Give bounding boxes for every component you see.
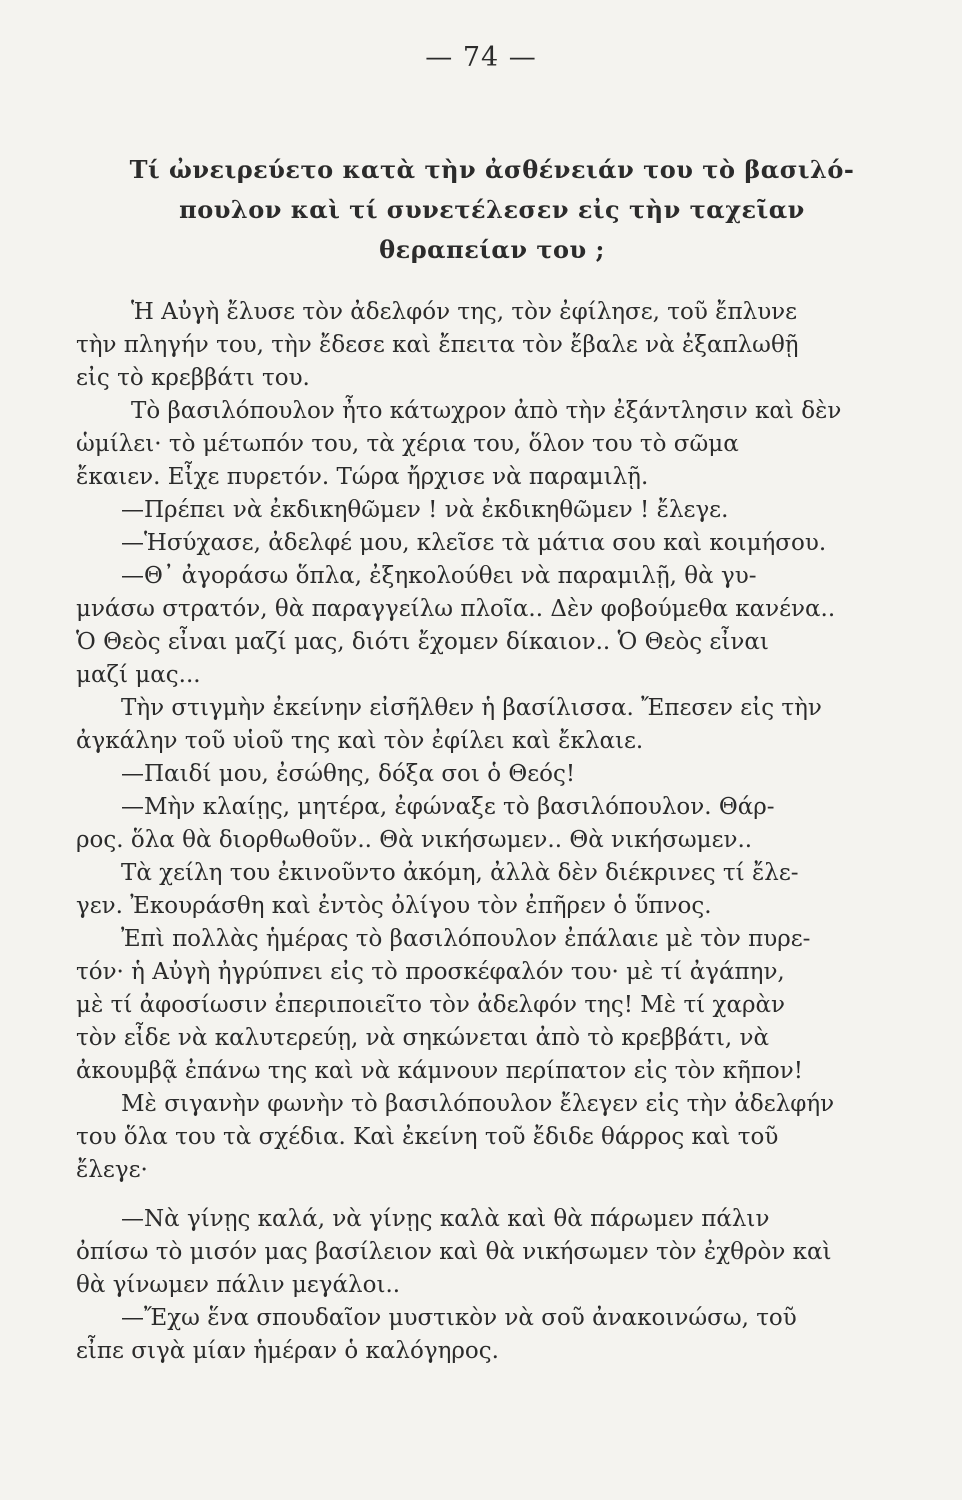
text-line: —Θ᾽ ἀγοράσω ὅπλα, ἐξηκολούθει νὰ παραμιλῇ, θὰ γυ- (121, 563, 757, 589)
text-line: Ἐπὶ πολλὰς ἡμέρας τὸ βασιλόπουλον ἐπάλαιε μὲ τὸν πυρε- (121, 926, 811, 952)
text-line: —Πρέπει νὰ ἐκδικηθῶμεν ! νὰ ἐκδικηθῶμεν ! ἔλεγε. (121, 497, 729, 523)
text-line: Τὴν στιγμὴν ἐκείνην εἰσῆλθεν ἡ βασίλισσα. Ἔπεσεν εἰς τὴν (121, 695, 822, 721)
text-line: ὡμίλει· τὸ μέτωπόν του, τὰ χέρια του, ὅλον του τὸ σῶμα (76, 431, 739, 457)
text-line: ἔκαιεν. Εἶχε πυρετόν. Τώρα ἤρχισε νὰ παραμιλῇ. (76, 464, 649, 490)
chapter-title-line: πουλον καὶ τί συνετέλεσεν εἰς τὴν ταχεῖαν (179, 195, 805, 224)
text-line: θὰ γίνωμεν πάλιν μεγάλοι.. (76, 1272, 401, 1298)
text-line: —Μὴν κλαίῃς, μητέρα, ἐφώναξε τὸ βασιλόπουλον. Θάρ- (121, 794, 775, 820)
chapter-title-line: Τί ὠνειρεύετο κατὰ τὴν ἀσθένειάν του τὸ βασιλό- (129, 155, 855, 184)
text-line: Τὸ βασιλόπουλον ἦτο κάτωχρον ἀπὸ τὴν ἐξάντλησιν καὶ δὲν (131, 398, 842, 424)
text-line: —Ἔχω ἕνα σπουδαῖον μυστικὸν νὰ σοῦ ἀνακοινώσω, τοῦ (121, 1305, 797, 1331)
text-line: μὲ τί ἀφοσίωσιν ἐπεριποιεῖτο τὸν ἀδελφόν της! Μὲ τί χαρὰν (76, 992, 786, 1018)
text-line: μνάσω στρατόν, θὰ παραγγείλω πλοῖα.. Δὲν φοβούμεθα κανένα.. (76, 596, 836, 622)
text-line: ἀκουμβᾷ ἐπάνω της καὶ νὰ κάμνουν περίπατον εἰς τὸν κῆπον! (76, 1058, 803, 1084)
text-line: τὴν πληγήν του, τὴν ἔδεσε καὶ ἔπειτα τὸν ἔβαλε νὰ ἐξαπλωθῇ (76, 332, 799, 358)
text-line: Ἡ Αὐγὴ ἔλυσε τὸν ἀδελφόν της, τὸν ἐφίλησε, τοῦ ἔπλυνε (131, 299, 798, 325)
text-line: γεν. Ἐκουράσθη καὶ ἐντὸς ὀλίγου τὸν ἐπῆρεν ὁ ὕπνος. (76, 893, 712, 919)
text-line: ρος. ὅλα θὰ διορθωθοῦν.. Θὰ νικήσωμεν.. Θὰ νικήσωμεν.. (76, 827, 753, 853)
text-line: ὀπίσω τὸ μισόν μας βασίλειον καὶ θὰ νικήσωμεν τὸν ἐχθρὸν καὶ (76, 1239, 832, 1265)
text-line: μαζί μας... (76, 662, 201, 688)
text-line: —Παιδί μου, ἐσώθης, δόξα σοι ὁ Θεός! (121, 761, 576, 787)
text-line: Μὲ σιγανὴν φωνὴν τὸ βασιλόπουλον ἔλεγεν εἰς τὴν ἀδελφήν (121, 1091, 835, 1117)
text-line: —Ἡσύχασε, ἀδελφέ μου, κλεῖσε τὰ μάτια σου καὶ κοιμήσου. (121, 530, 827, 556)
body-text (76, 296, 910, 1368)
text-line: Τὰ χείλη του ἐκινοῦντο ἀκόμη, ἀλλὰ δὲν διέκρινες τί ἔλε- (121, 860, 799, 886)
text-line: τόν· ἡ Αὐγὴ ἠγρύπνει εἰς τὸ προσκέφαλόν του· μὲ τί ἀγάπην, (76, 959, 785, 985)
text-line: εἶπε σιγὰ μίαν ἡμέραν ὁ καλόγηρος. (76, 1338, 499, 1364)
text-line: τὸν εἶδε νὰ καλυτερεύῃ, νὰ σηκώνεται ἀπὸ τὸ κρεββάτι, νὰ (76, 1025, 770, 1051)
text-line: Ὁ Θεὸς εἶναι μαζί μας, διότι ἔχομεν δίκαιον.. Ὁ Θεὸς εἶναι (76, 629, 769, 655)
text-line: ἔλεγε· (76, 1157, 148, 1183)
chapter-title-line: θεραπείαν του ; (379, 235, 605, 264)
text-line: εἰς τὸ κρεββάτι του. (76, 365, 310, 391)
text-line: του ὅλα του τὰ σχέδια. Καὶ ἐκείνη τοῦ ἔδιδε θάρρος καὶ τοῦ (76, 1124, 779, 1150)
text-line: ἀγκάλην τοῦ υἱοῦ της καὶ τὸν ἐφίλει καὶ ἔκλαιε. (76, 728, 644, 754)
text-line: —Νὰ γίνῃς καλά, νὰ γίνῃς καλὰ καὶ θὰ πάρωμεν πάλιν (121, 1206, 770, 1232)
page-number: — 74 — (425, 42, 537, 73)
chapter-title (112, 150, 872, 270)
paragraph-gap (76, 1187, 910, 1203)
